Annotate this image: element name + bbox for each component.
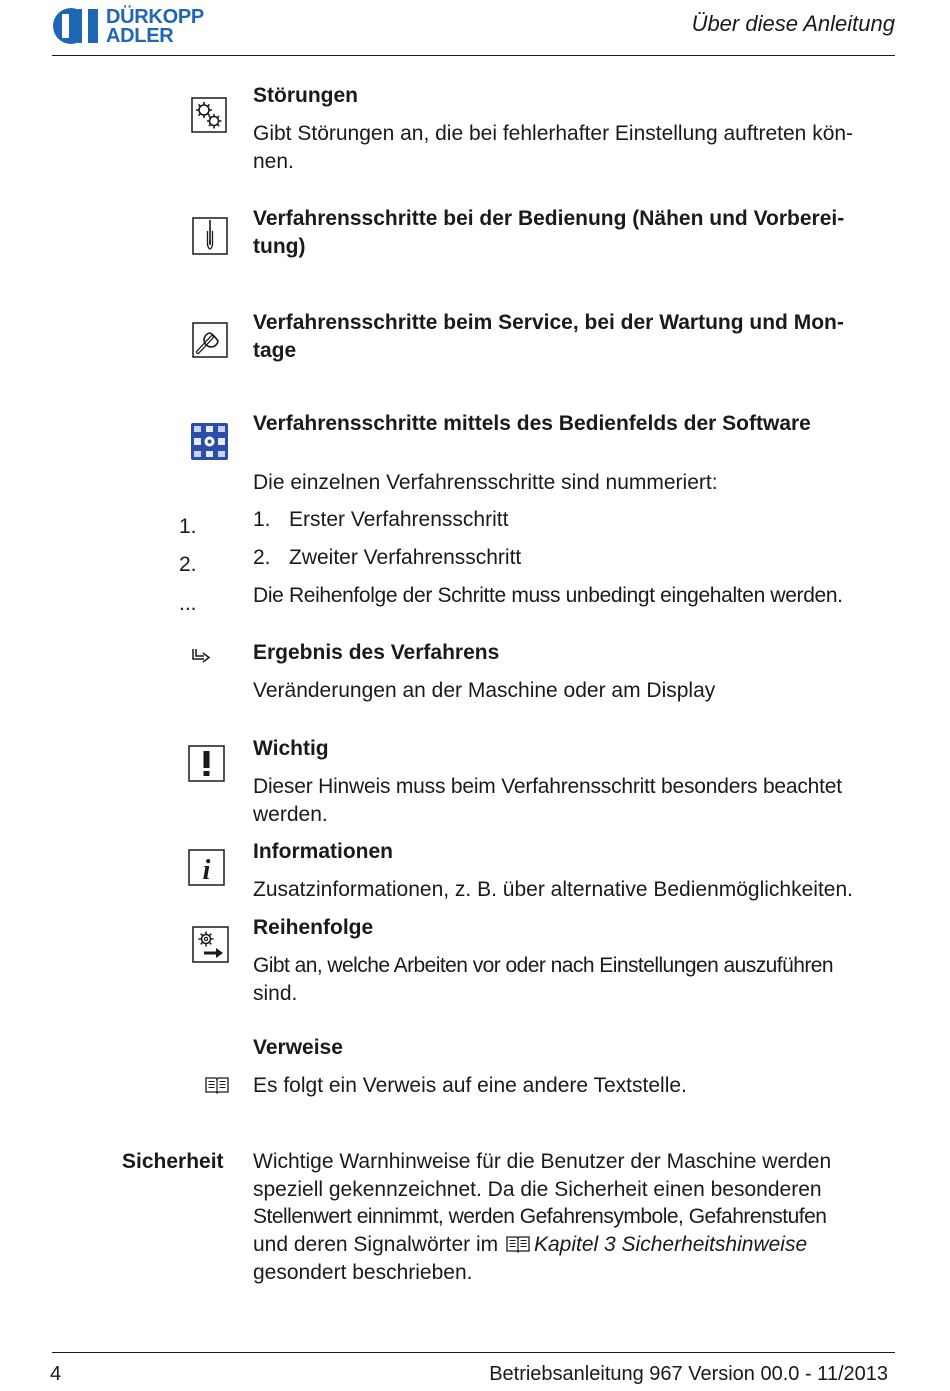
step-2-text: Zweiter Verfahrensschritt <box>289 546 522 569</box>
software-title: Verfahrensschritte mittels des Bedienfelds der Software <box>253 412 811 435</box>
sicherheit-line-4 <box>253 1231 807 1261</box>
verweise-text: Es folgt ein Verweis auf eine andere Textstelle. <box>253 1074 687 1097</box>
header-rule <box>52 55 895 56</box>
ergebnis-text: Veränderungen an der Maschine oder am Display <box>253 679 716 702</box>
sicherheit-line-4-prefix: und deren Signalwörter im <box>253 1233 499 1256</box>
info-icon <box>188 849 225 891</box>
sicherheit-label: Sicherheit <box>122 1150 224 1173</box>
exclamation-icon <box>188 745 225 787</box>
service-title-2: tage <box>253 339 297 362</box>
informationen-text: Zusatzinformationen, z. B. über alternative Bedienmöglichkeiten. <box>253 878 853 901</box>
step-1-text: Erster Verfahrensschritt <box>289 508 509 531</box>
footer-doc-info: Betriebsanleitung 967 Version 00.0 - 11/2013 <box>489 1363 888 1385</box>
sicherheit-line-5: gesondert beschrieben. <box>253 1261 473 1284</box>
faults-cogs-icon <box>191 97 227 138</box>
wichtig-text-2: werden. <box>253 803 328 826</box>
page-number: 4 <box>50 1363 62 1385</box>
svg-text:i: i <box>202 855 211 886</box>
brand-logo <box>52 5 232 47</box>
sequence-gear-icon <box>192 926 229 968</box>
control-panel-icon <box>191 423 228 465</box>
logo-line-2: ADLER <box>106 25 174 47</box>
ergebnis-title: Ergebnis des Verfahrens <box>253 641 500 664</box>
verweise-title: Verweise <box>253 1036 343 1059</box>
steps-intro: Die einzelnen Verfahrensschritte sind nummeriert: <box>253 471 718 494</box>
informationen-title: Informationen <box>253 840 393 863</box>
sicherheit-line-1: Wichtige Warnhinweise für die Benutzer der Maschine werden <box>253 1150 832 1173</box>
step-2-number: 2. <box>253 546 271 569</box>
stoerungen-title: Störungen <box>253 84 358 107</box>
book-icon <box>205 1076 229 1099</box>
needle-icon <box>192 217 228 260</box>
margin-step-1: 1. <box>179 515 197 538</box>
wichtig-text-1: Dieser Hinweis muss beim Verfahrensschritt besonders beachtet <box>253 775 842 798</box>
margin-step-more: ... <box>179 592 197 615</box>
bedienung-title-2: tung) <box>253 235 306 258</box>
step-1-number: 1. <box>253 508 271 531</box>
step-1 <box>253 506 508 534</box>
footer-rule <box>52 1352 895 1353</box>
duerkopp-adler-logo-icon <box>52 5 102 47</box>
reference-book-icon <box>506 1233 530 1261</box>
bedienung-title-1: Verfahrensschritte bei der Bedienung (Nähen und Vorberei- <box>253 207 845 230</box>
result-arrow-icon <box>189 646 213 675</box>
margin-step-2: 2. <box>179 553 197 576</box>
reihenfolge-text-1: Gibt an, welche Arbeiten vor oder nach Einstellungen auszuführen <box>253 954 834 977</box>
sicherheit-line-2: speziell gekennzeichnet. Da die Sicherheit einen besonderen <box>253 1178 822 1201</box>
steps-note: Die Reihenfolge der Schritte muss unbedingt eingehalten werden. <box>253 584 843 607</box>
sicherheit-line-3: Stellenwert einnimmt, werden Gefahrensymbole, Gefahrenstufen <box>253 1205 827 1228</box>
wichtig-title: Wichtig <box>253 737 329 760</box>
reihenfolge-text-2: sind. <box>253 982 298 1005</box>
stoerungen-text-2: nen. <box>253 150 294 173</box>
service-title-1: Verfahrensschritte beim Service, bei der Wartung und Mon- <box>253 311 844 334</box>
stoerungen-text-1: Gibt Störungen an, die bei fehlerhafter Einstellung auftreten kön- <box>253 122 854 145</box>
wrench-icon <box>192 322 228 363</box>
running-title: Über diese Anleitung <box>691 11 895 36</box>
step-2 <box>253 544 521 572</box>
reihenfolge-title: Reihenfolge <box>253 916 374 939</box>
logo-line-1: DÜRKOPP <box>106 6 204 28</box>
sicherheit-chapter-link[interactable]: Kapitel 3 Sicherheitshinweise <box>533 1233 808 1256</box>
